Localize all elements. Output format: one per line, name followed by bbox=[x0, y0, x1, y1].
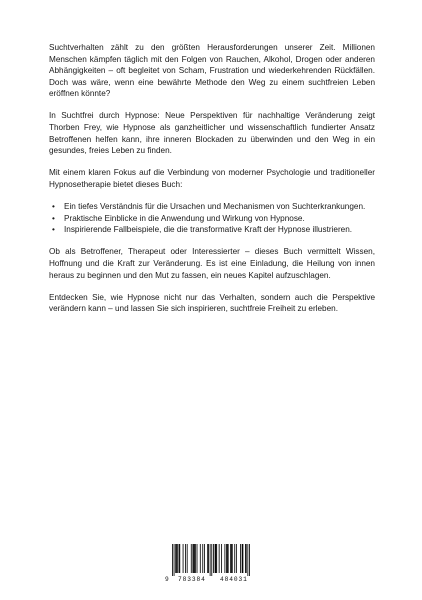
barcode-bar bbox=[226, 544, 227, 573]
barcode-bar bbox=[213, 544, 214, 573]
barcode-bar bbox=[236, 544, 237, 573]
barcode-bar bbox=[227, 544, 228, 573]
barcode-right-digits: 484031 bbox=[220, 576, 248, 583]
barcode-bar bbox=[242, 544, 243, 573]
barcode-bar bbox=[240, 544, 241, 573]
barcode-bar bbox=[245, 544, 246, 573]
barcode-bar bbox=[216, 544, 217, 573]
barcode-bar bbox=[210, 544, 211, 576]
feature-list bbox=[49, 201, 375, 236]
barcode-bar bbox=[195, 544, 196, 573]
barcode-bar bbox=[183, 544, 184, 573]
barcode-bar bbox=[172, 544, 173, 576]
barcode-bar bbox=[208, 544, 209, 573]
isbn-barcode bbox=[164, 542, 257, 585]
book-summary-paragraph: In Suchtfrei durch Hypnose: Neue Perspektiven für nachhaltige Veränderung zeigt Thorben Frey, wie Hypnose als ganzheitlicher und wissenschaftlich fundierter Ansatz Betroffenen helfen kann, ihre inneren Blockaden zu überwinden und den Weg in ein gesundes, freies Leben zu finden. bbox=[49, 111, 375, 156]
barcode-bar bbox=[194, 544, 195, 573]
barcode-bar bbox=[246, 544, 247, 573]
feature-list-item: • Inspirierende Fallbeispiele, die die transformative Kraft der Hypnose illustrieren. bbox=[49, 224, 375, 236]
barcode-number bbox=[164, 575, 257, 584]
barcode-bar bbox=[179, 544, 180, 573]
barcode-bar bbox=[219, 544, 220, 573]
audience-paragraph: Ob als Betroffener, Therapeut oder Interessierter – dieses Buch vermittelt Wissen, Hoffnung und die Kraft zur Veränderung. Es ist eine Einladung, die Heilung von innen heraus zu beginnen und den Mut zu fassen, ein neues Kapitel aufzuschlagen. bbox=[49, 247, 375, 280]
barcode-bar bbox=[193, 544, 194, 573]
barcode-bars bbox=[164, 542, 257, 576]
barcode-left-digits: 783384 bbox=[178, 576, 206, 583]
back-cover-text bbox=[49, 42, 375, 325]
barcode-first-digit: 9 bbox=[165, 576, 169, 583]
barcode-bar bbox=[230, 544, 231, 573]
barcode-bar bbox=[204, 544, 205, 573]
barcode-bar bbox=[243, 544, 244, 573]
barcode-bar bbox=[179, 544, 180, 573]
barcode-bar bbox=[202, 544, 203, 573]
barcode-bar bbox=[191, 544, 192, 573]
barcode-bar bbox=[197, 544, 198, 573]
barcode-bar bbox=[221, 544, 222, 573]
intro-paragraph: Suchtverhalten zählt zu den größten Herausforderungen unserer Zeit. Millionen Menschen kämpfen täglich mit den Folgen von Rauchen, Alkohol, Drogen oder anderen Abhängigkeiten – oft begleitet von Scham, Frustration und wiederkehrenden Rückfällen. Doch was wäre, wenn eine bewährte Methode den Weg zu einem suchtfreien Leben eröffnen könnte? bbox=[49, 43, 375, 99]
barcode-bar bbox=[249, 544, 250, 576]
barcode-bar bbox=[211, 544, 212, 576]
barcode-bar bbox=[193, 544, 194, 573]
barcode-bar bbox=[174, 544, 175, 576]
barcode-bar bbox=[234, 544, 235, 573]
barcode-bar bbox=[215, 544, 216, 573]
barcode-bar bbox=[247, 544, 248, 576]
barcode-bar bbox=[232, 544, 233, 573]
barcode-bar bbox=[185, 544, 186, 573]
barcode-bar bbox=[200, 544, 201, 573]
barcode-bar bbox=[228, 544, 229, 573]
barcode-bar bbox=[177, 544, 178, 573]
barcode-bar bbox=[215, 544, 216, 573]
barcode-bar bbox=[207, 544, 208, 573]
closing-paragraph: Entdecken Sie, wie Hypnose nicht nur das Verhalten, sondern auch die Perspektive verändern kann – und lassen Sie sich inspirieren, suchtfreie Freiheit zu erleben. bbox=[49, 292, 375, 314]
feature-list-item: • Praktische Einblicke in die Anwendung und Wirkung von Hypnose. bbox=[49, 213, 375, 225]
barcode-bar bbox=[187, 544, 188, 573]
barcode-bar bbox=[175, 544, 176, 573]
feature-list-item: • Ein tiefes Verständnis für die Ursachen und Mechanismen von Suchterkrankungen. bbox=[49, 201, 375, 213]
barcode-bar bbox=[176, 544, 177, 573]
bullet-intro-paragraph: Mit einem klaren Fokus auf die Verbindung von moderner Psychologie und traditioneller Hypnosetherapie bietet dieses Buch: bbox=[49, 168, 375, 189]
barcode-bar bbox=[231, 544, 232, 573]
barcode-bar bbox=[224, 544, 225, 573]
